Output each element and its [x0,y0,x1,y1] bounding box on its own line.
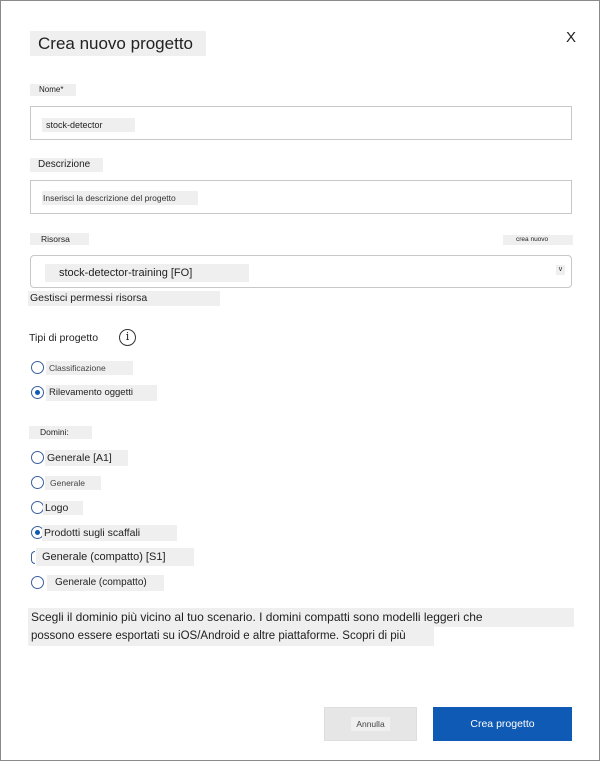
create-new-link[interactable]: crea nuovo [503,235,573,245]
radio-label-generale: Generale [45,476,101,490]
cancel-button[interactable] [324,707,417,741]
radio-label-generale-compatto-s1: Generale (compatto) [S1] [36,548,194,566]
resource-select[interactable] [30,255,572,288]
cancel-button-label: Annulla [351,717,389,731]
radio-label-generale-compatto: Generale (compatto) [47,575,164,591]
project-types-label: Tipi di progetto [29,332,99,344]
radio-generale[interactable] [31,476,44,489]
dialog-title: Crea nuovo progetto [30,31,206,56]
create-project-button[interactable] [433,707,572,741]
description-input[interactable] [30,180,572,214]
name-input[interactable] [30,106,572,140]
radio-label-generale-a1: Generale [A1] [45,450,128,466]
chevron-down-icon: v [556,265,565,275]
create-project-button-label: Crea progetto [470,718,535,730]
radio-label-logo: Logo [43,501,83,515]
radio-rilevamento-oggetti[interactable] [31,386,44,399]
domain-hint-line-2: possono essere esportati su iOS/Android e altre piattaforme. Scopri di più [28,627,434,646]
name-input-value: stock-detector [42,118,135,132]
name-label: Nome* [30,84,76,96]
resource-label: Risorsa [30,233,89,245]
radio-classificazione[interactable] [31,361,44,374]
radio-generale-compatto[interactable] [31,576,44,589]
resource-select-value: stock-detector-training [FO] [45,264,249,282]
radio-label-prodotti-scaffali: Prodotti sugli scaffali [42,525,177,541]
description-placeholder: Inserisci la descrizione del progetto [42,191,198,205]
manage-permissions-link[interactable]: Gestisci permessi risorsa [28,291,220,306]
domains-label: Domini: [29,426,92,439]
radio-label-rilevamento-oggetti: Rilevamento oggetti [46,385,157,401]
radio-label-classificazione: Classificazione [46,361,133,375]
description-label: Descrizione [30,158,103,172]
info-icon[interactable]: i [119,329,136,346]
radio-generale-compatto-s1[interactable] [31,551,35,564]
radio-generale-a1[interactable] [31,451,44,464]
domain-hint-line-1: Scegli il dominio più vicino al tuo scenario. I domini compatti sono modelli leggeri che [28,608,574,627]
close-button[interactable]: X [565,29,576,46]
